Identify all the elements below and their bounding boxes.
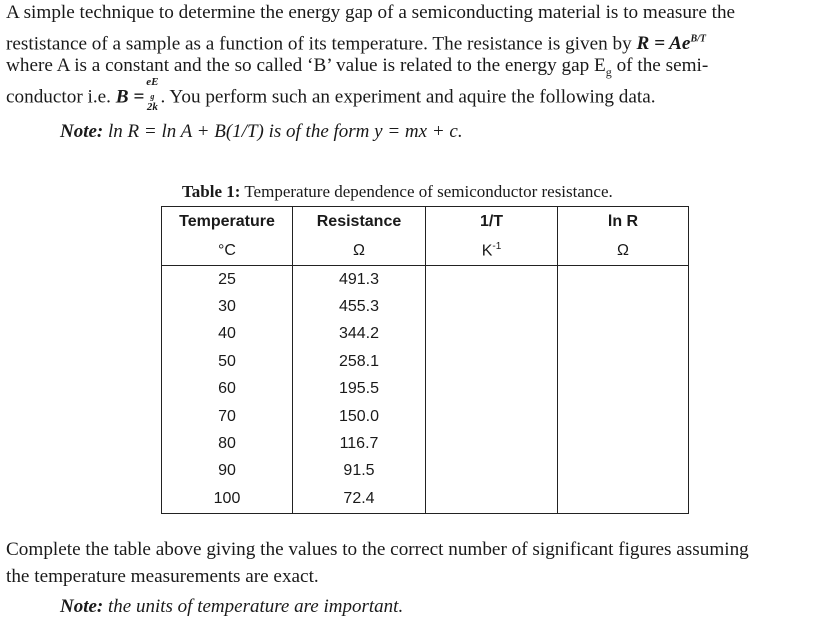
cell-inverse-temperature	[426, 485, 558, 513]
instruction-paragraph	[6, 537, 821, 590]
b-value-fraction	[146, 77, 158, 113]
table-row	[162, 376, 689, 403]
cell-ln-resistance	[558, 266, 689, 294]
cell-temperature: 100	[162, 485, 293, 513]
unit-kelvin: K	[481, 242, 493, 260]
table-caption	[182, 182, 613, 202]
cell-temperature: 40	[162, 321, 293, 348]
cell-ln-resistance	[558, 348, 689, 375]
table-body	[162, 266, 689, 514]
cell-inverse-temperature	[426, 348, 558, 375]
cell-inverse-temperature	[426, 376, 558, 403]
note-units-text: the units of temperature are important.	[103, 596, 404, 617]
cell-resistance: 116.7	[293, 430, 426, 457]
energy-gap-subscript: g	[605, 64, 612, 79]
cell-ln-resistance	[558, 458, 689, 485]
table-row	[162, 458, 689, 485]
cell-temperature: 30	[162, 293, 293, 320]
intro-line-3	[6, 53, 821, 80]
table-caption-label: Table 1:	[182, 182, 241, 201]
note-units-label: Note:	[60, 596, 104, 617]
table-row	[162, 321, 689, 348]
note-label: Note:	[60, 121, 104, 142]
note-log-form	[60, 121, 463, 143]
cell-ln-resistance	[558, 293, 689, 320]
resistance-formula-exponent: B/T	[690, 33, 706, 45]
cell-inverse-temperature	[426, 293, 558, 320]
instruction-line-2: the temperature measurements are exact.	[6, 565, 319, 587]
intro-line-4-end: . You perform such an experiment and aquire the following data.	[160, 86, 656, 107]
note-text: ln R = ln A + B(1/T) is of the form y = mx + c.	[103, 121, 463, 142]
unit-temperature: °C	[162, 236, 293, 266]
cell-inverse-temperature	[426, 266, 558, 294]
header-temperature: Temperature	[162, 207, 293, 237]
cell-resistance: 258.1	[293, 348, 426, 375]
intro-line-4-start: conductor i.e.	[6, 86, 116, 107]
cell-resistance: 91.5	[293, 458, 426, 485]
table-row	[162, 348, 689, 375]
cell-inverse-temperature	[426, 430, 558, 457]
numerator-subscript: g	[150, 91, 155, 101]
unit-ln-resistance: Ω	[558, 236, 689, 266]
cell-ln-resistance	[558, 430, 689, 457]
instruction-line-1: Complete the table above giving the values to the correct number of significant figures assuming	[6, 539, 749, 560]
fraction-numerator	[146, 77, 158, 102]
unit-inverse-temperature	[426, 236, 558, 266]
cell-temperature: 70	[162, 403, 293, 430]
cell-ln-resistance	[558, 485, 689, 513]
cell-temperature: 90	[162, 458, 293, 485]
cell-temperature: 60	[162, 376, 293, 403]
intro-line-2	[6, 27, 821, 54]
header-inverse-temperature: 1/T	[426, 207, 558, 237]
cell-inverse-temperature	[426, 403, 558, 430]
intro-line-3-end: of the semi-	[611, 55, 709, 76]
cell-resistance: 491.3	[293, 266, 426, 294]
table-row	[162, 430, 689, 457]
cell-temperature: 80	[162, 430, 293, 457]
cell-resistance: 72.4	[293, 485, 426, 513]
header-ln-resistance: ln R	[607, 212, 639, 230]
cell-resistance: 344.2	[293, 321, 426, 348]
intro-paragraph	[6, 0, 821, 113]
resistance-formula-base: R = Ae	[636, 32, 691, 54]
unit-resistance: Ω	[293, 236, 426, 266]
table-header-row	[162, 207, 689, 237]
table-unit-row	[162, 236, 689, 266]
cell-resistance: 455.3	[293, 293, 426, 320]
resistance-formula	[637, 33, 707, 54]
table-caption-text: Temperature dependence of semiconductor resistance.	[240, 182, 613, 201]
cell-resistance: 150.0	[293, 403, 426, 430]
table-row	[162, 403, 689, 430]
unit-exponent: -1	[492, 240, 502, 252]
cell-temperature: 50	[162, 348, 293, 375]
intro-line-1: A simple technique to determine the energy gap of a semiconducting material is to measure the	[6, 2, 736, 23]
data-table	[161, 206, 689, 514]
cell-inverse-temperature	[426, 321, 558, 348]
b-value-formula: B =	[115, 86, 145, 107]
note-units	[60, 596, 403, 618]
table-row	[162, 485, 689, 513]
cell-ln-resistance	[558, 376, 689, 403]
cell-resistance: 195.5	[293, 376, 426, 403]
intro-line-4	[6, 75, 821, 113]
fraction-denominator: 2k	[146, 100, 158, 113]
cell-ln-resistance	[558, 403, 689, 430]
cell-inverse-temperature	[426, 458, 558, 485]
numerator-text: eE	[146, 75, 159, 88]
header-resistance: Resistance	[293, 207, 426, 237]
cell-ln-resistance	[558, 321, 689, 348]
cell-temperature: 25	[162, 266, 293, 294]
intro-line-3-text: where A is a constant and the so called ‘B’ value is related to the energy gap E	[6, 55, 606, 76]
intro-line-2-text: restistance of a sample as a function of its temperature. The resistance is given by	[6, 32, 637, 54]
table-row	[162, 266, 689, 294]
table-row	[162, 293, 689, 320]
